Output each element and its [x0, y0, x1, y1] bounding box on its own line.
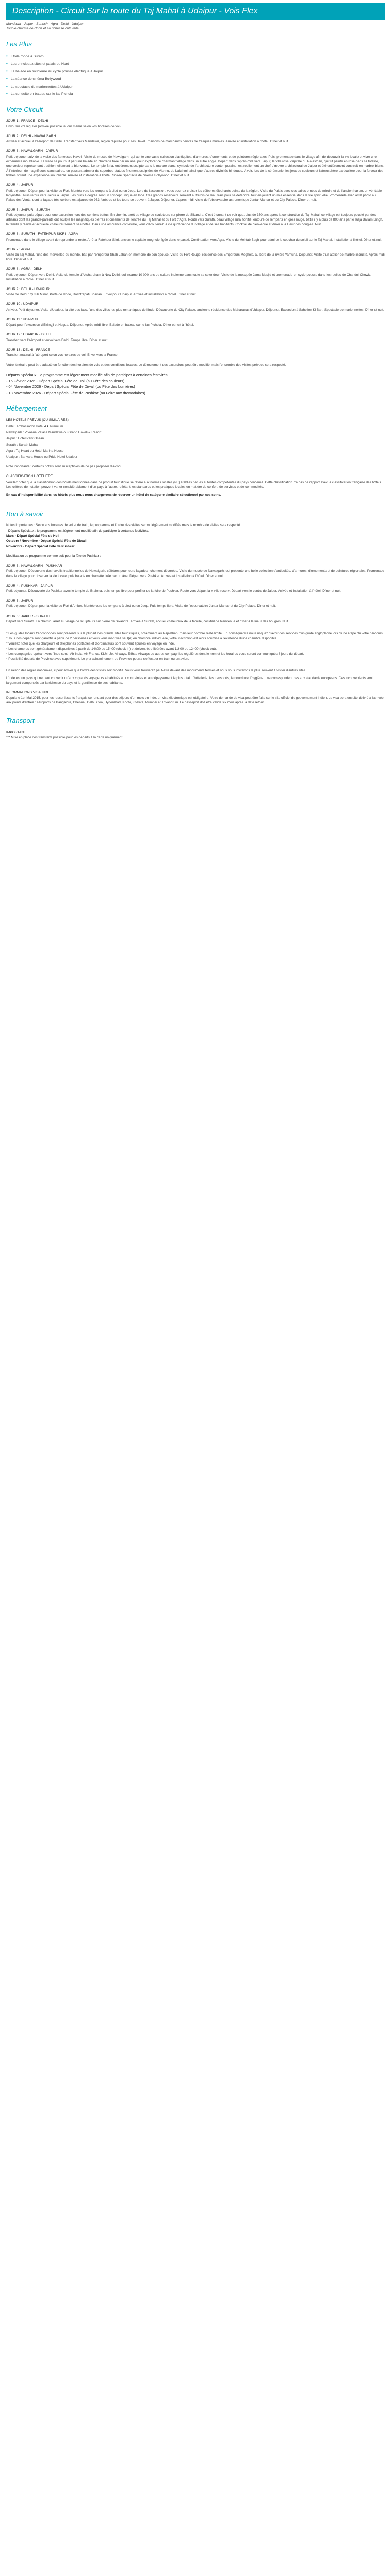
visa-text: Depuis le 1er Mai 2015, pour les ressortissants français se rendant pour des séjours d'un mois en Inde, un visa électronique est obligatoire. Votre demande de visa peut être faite sur le site officiel du gouvernement indien. Le visa sera ensuite délivré à l'arrivée aux points d'entrée : aéroports de Bangalore, Chennai, Delhi, Goa, Hyderabad, Kochi, Kolkata, Mumbai et Trivandrum. Le passeport doit être valide six mois après la date retour. — [6, 696, 384, 705]
transport-text: *** Mise en place des transferts possible pour les départs à la carte uniquement. — [6, 736, 123, 740]
day-block — [6, 134, 385, 144]
circuit-days — [6, 118, 385, 358]
good-day-title: JOUR 4 : PUSHKAR - JAIPUR — [6, 584, 53, 588]
plus-item: • Etoile ronde à Surath — [6, 53, 385, 59]
day-title: JOUR 12 : UDAIPUR - DELHI — [6, 333, 52, 337]
plus-item: • La séance de cinéma Bollywood — [6, 76, 385, 82]
good-general-text: En raison des règles nationales, il peut arriver que l'ordre des visites soit modifié. Vous vous trouverez peut-être devant des monuments fermés et nous vous inviterons le plus souvent à visiter d'autres sites. — [6, 668, 306, 672]
circuit-heading: Votre Circuit — [6, 106, 43, 114]
day-block — [6, 287, 385, 297]
good-day-text: Petit déjeuner. Découverte de Pushkar avec le temple de Brahma, puis temps libre pour profiter de la foire de Pushkar. Route vers Jaipur, la « ville rose ». Départ vers le centre de Jaipur. Arrivée et installation à l'hôtel. Dîner et nuit. — [6, 589, 341, 593]
day-block — [6, 149, 385, 178]
day-text: Transfert matinal à l'aéroport selon vos horaires de vol. Envol vers la France. — [6, 353, 119, 358]
good-general-text: L'Inde est un pays qui ne peut convenir qu'aux « grands voyageurs » habitués aux contraintes et au dépaysement le plus total. L'hôtellerie, les transports, la nourriture, l'hygiène... ne correspondent pas aux standards européens. Ces inconvénients sont largement compensés par la richesse du pays et la gentillesse de ses habitants. — [6, 676, 373, 685]
day-text: Visite de Delhi : Qutub Minar, Porte de l'Inde, Rashtrapati Bhavan. Envol pour Udaipur. Arrivée et installation à l'hôtel. Dîner et nuit. — [6, 293, 197, 297]
day-text: Petit-déjeuner. Départ pour la visite du Fort. Montée vers les remparts à pied ou en Jeep. Lors de l'ascension, vous pourrez croiser les célèbres éléphants peints de la région. Visite du Palais avec ses salles ornées de miroirs et de l'ancien harem, un véritable labyrinthe ! Puis retour vers Jaipur à Jaipur. Les puits à degrés sont un concept unique en Inde. Ces grands réservoirs seraient autrefois de leau frais pour se détendre, tout en jouant un rôle essentiel dans la vie spirituelle. Promenade avec arrêt photo au Palais des Vents, dont la façade très célèbre est ajourée de 953 fenêtres et les tours se trouvent à Jaipur. Déjeuner. L'après-midi, visite de l'observatoire astronomique Jantar Mantar et du City Palace. Dîner et nuit. — [6, 189, 382, 202]
plus-item: • La balade en tricîcleure au cycle pousse électrique à Jaipur — [6, 68, 385, 74]
good-intro-block — [6, 523, 385, 548]
page-title: Description - Circuit Sur la route du Taj Mahal à Udaipur - Vois Flex — [6, 3, 385, 20]
good-day-text: Petit-déjeuner. Départ pour la visite du Fort d'Amber. Montée vers les remparts à pied ou en Jeep. Puis temps libre. Visite de l'observatoire Jantar Mantar et du City Palace. Dîner et nuit. — [6, 604, 276, 608]
page — [0, 3, 391, 740]
day-title: JOUR 7 : AGRA — [6, 247, 31, 251]
day-block — [6, 247, 385, 262]
good-day — [6, 614, 385, 624]
day-title: JOUR 11 : UDAIPUR — [6, 317, 38, 321]
good-heading: Bon à savoir — [6, 510, 44, 518]
good-item: Mars - Départ Spécial Fête de Holi — [6, 534, 59, 538]
day-block — [6, 267, 385, 282]
good-day — [6, 599, 385, 608]
departures — [6, 372, 385, 396]
day-block — [6, 302, 385, 312]
hotel-item: Surath : Surath Mahal — [6, 443, 39, 447]
hotel-item: Udaipur : Bariyara House ou Pride Hotel Udaipur — [6, 455, 78, 460]
hotel-item: Agra : Taj Heart ou Hotel Marina House — [6, 449, 64, 453]
day-block — [6, 332, 385, 342]
departures-lead: Départs Spéciaux : le programme est légèrement modifié afin de participer à certaines festivités. — [6, 372, 169, 378]
day-text: Promenade dans le village avant de reprendre la route. Arrêt à Fatehpur Sikri, ancienne capitale moghole figée dans le passé. Continuation vers Agra. Visite du Mehtab Bagh pour admirer le coucher du soleil sur le Taj Mahal. Installation à l'hôtel. Dîner et nuit. — [6, 238, 383, 242]
good-note: * Les chambres sont généralement disponibles à partir de 14h00 ou 15h00 (check-in) et doivent être libérées avant 11h00 ou 12h00 (check-out). — [6, 647, 217, 651]
good-note: * Possibilité départs de Province avec supplément. Le prix acheminement de Province pourra s'effectuer en train ou en avion. — [6, 657, 189, 662]
good-day-title: JOUR 5 : JAIPUR — [6, 599, 34, 603]
day-title: JOUR 8 : AGRA - DELHI — [6, 267, 44, 272]
modif-title: Modification du programme comme suit pour la fête de Pushkar : — [6, 554, 101, 558]
circuit-notice — [6, 363, 385, 367]
day-text: Visite du Taj Mahal, l'une des merveilles du monde, bâti par l'empereur Shah Jahan en mémoire de son épouse. Visite du Fort Rouge, résidence des Empereurs Moghols, au bord de la rivière Yamuna. Déjeuner. Visite d'un atelier de marbre incrusté. Après-midi libre. Dîner et nuit. — [6, 253, 385, 262]
day-block — [6, 317, 385, 327]
departure-item: - 04 Novembre 2026 - Départ Spécial Fête de Diwali (ou Fête des Lumières) — [6, 384, 135, 389]
transport-heading: Transport — [6, 717, 35, 725]
hotels-subtitle: LES HÔTELS PRÉVUS (OU SIMILAIRES) — [6, 418, 69, 422]
plus-item: • Les principaux sites et palais du Nord — [6, 61, 385, 67]
visa-title: INFORMATIONS VISA INDE — [6, 690, 50, 694]
day-block — [6, 183, 385, 202]
good-day-title: JOUR 6 : JAIPUR - SURATH — [6, 614, 50, 618]
good-day-text: Petit-déjeuner. Découverte des havelis traditionnelles de Nawalgarh, célèbres pour leurs façades richement décorées. Visite du musée de Nawalgarh, qui présente une belle collection d'antiquités, d'armures, d'ornements et de peintures régionales. Promenade dans le village pour observer la vie locale, puis balade en charrette tirée par un âne. Départ vers Pushkar. Arrivée et installation à l'hôtel. Dîner et nuit. — [6, 569, 384, 578]
day-title: JOUR 3 : NAWALGARH - JAIPUR — [6, 149, 58, 154]
day-text: Petit-déjeuner suivi de la visite des fameuses Haveli. Visite du musée de Nawalgarh, qui abrite une vaste collection d'antiquités, d'armures, d'ornements et de peintures régionales. Puis, promenade dans le village afin de découvrir la vie locale et vivre une expérience inoubliable. La visite se poursuit par une balade en charrette tirée par un âne, pour explorer ce charmant village dans un autre angle. Départ dans l'après-midi vers Jaipur, la ville rose, capitale du Rajasthan, qui fut peinte en rose dans sa totalité, une couleur représentant traditionnellement la bienvenue. Le temple Birla, entièrement sculpté dans le marbre blanc, symbole de l'architecture contemporaine, est réellement un chef-d'œuvre architectural de Jaipur et été entièrement construit en marbre blanc. À l'intérieur, de magnifiques sanctuaires, en passant admirer de superbes statues finement sculptées de Vishnu, de Lakshmi, ainsi que d'autres divinités hindoues. A voir, lors de la cérémonie, les jeux de couleurs et l'atmosphère particulière pour la ferveur des fidèles offrent une expérience inoubliable. Arrivée et installation à l'hôtel. Soirée Spectacle de cinéma Bollywood. Dîner et nuit. — [6, 155, 384, 178]
transport-section — [6, 730, 385, 740]
day-text: Arrivée. Petit-déjeuner. Visite d'Udaipur, la cité des lacs, l'une des villes les plus romantiques de l'Inde. Découverte du City Palace, ancienne résidence des Maharanas d'Udaipur. Déjeuner. Excursion à Sahelion Ki Bari. Spectacle de marionnettes. Dîner et nuit. — [6, 308, 384, 312]
plus-item: • La conduite en bateau sur le lac Pichola — [6, 91, 385, 97]
good-day — [6, 584, 385, 594]
day-text: Départ pour l'excursion d'Eklingji et Nagda. Déjeuner. Après-midi libre. Balade en bateau sur le lac Pichola. Dîner et nuit à l'hôtel. — [6, 323, 194, 327]
good-note: * Veuillez noter que les chargeurs et téléphones portables et d'ordinateurs sont souvent épuisés en voyage en Inde. — [6, 642, 175, 646]
day-block — [6, 208, 385, 227]
departure-item: - 15 Février 2026 - Départ Spécial Fête de Holi (au Fête des couleurs) — [6, 378, 125, 383]
classification-note: En cas d'indisponibilité dans les hôtels plus nous nous chargerons de réserver un hôtel de catégorie similaire sélectionné par nos soins. — [6, 493, 221, 497]
good-lead: - Départs Spéciaux : le programme est légèrement modifié afin de participer à certaines festivités. — [6, 529, 149, 533]
good-note: * Les guides locaux francophones sont présents sur la plupart des grands sites touristiques, notamment au Rajasthan, mais leur nombre reste limité. En conséquence nous risquez d'avoir des services d'un guide anglophone lors d'une étape du votre parcours. — [6, 631, 384, 635]
good-intro: Notes importantes : Selon vos horaires de vol et de train, le programme et l'ordre des visites seront légèrement modifiés mais le nombre de visites sera respecté. — [6, 523, 241, 528]
transport-label: IMPORTANT — [6, 730, 26, 734]
good-note: * Les compagnies opérant vers l'Inde sont : Air India, Air France, KLM, Jet Airways, Etihad Airways ou autres compagnies régulières dont le nom et les horaires vous seront communiqués 8 jours du départ. — [6, 652, 304, 656]
day-title: JOUR 5 : JAIPUR - SURATH — [6, 208, 50, 212]
modif-block — [6, 554, 385, 558]
day-block — [6, 232, 385, 242]
day-title: JOUR 9 : DELHI - UDAIPUR — [6, 287, 50, 292]
page-intro: Mandawa · Jaipur · Sunrish · Agra · Delhi · Udaipur Tout le charme de l'Inde et sa richesse culturelle — [6, 22, 84, 31]
good-section — [6, 523, 385, 705]
good-item: Novembre - Départ Spécial Fête de Pushkar — [6, 544, 75, 548]
good-day-text: Départ vers Surath. En chemin, arrêt au village de sculpteurs sur pierre de Sikandra. Arrivée à Surath, accueil chaleureux de la famille, cocktail de bienvenue et dîner à la lueur des bougies. Nuit. — [6, 619, 289, 623]
day-title: JOUR 1 : FRANCE - DELHI — [6, 119, 48, 123]
classification-title: CLASSIFICATION HÔTELIÈRE — [6, 474, 53, 478]
hotel-item: Jaipur : Hotel Park Ocean — [6, 437, 44, 441]
day-text: Envol sur vol régulier (arrivée possible le jour même selon vos horaires de vol). — [6, 124, 122, 128]
good-note: * Tous nos départs sont garantis à partir de 2 personnes et vous vous inscrivez seul(e) en chambre individuelle, votre inscription est alors soumise à l'existence d'une chambre disponible. — [6, 637, 278, 641]
hotel-item: Nawalgarh : Vivaana Palace Mandawa ou Grand Haveli & Resort — [6, 431, 102, 435]
plus-heading: Les Plus — [6, 40, 32, 48]
hotels-heading: Hébergement — [6, 404, 47, 413]
visa-info — [6, 690, 385, 705]
good-day — [6, 564, 385, 579]
good-day-title: JOUR 3 : NAWALGARH - PUSHKAR — [6, 564, 62, 568]
day-text: Transfert vers l'aéroport et envol vers Delhi. Temps libre. Dîner et nuit. — [6, 338, 108, 342]
good-item: Octobre / Novembre - Départ Spécial Fête de Diwali — [6, 539, 87, 543]
day-title: JOUR 13 : DELHI - FRANCE — [6, 348, 51, 352]
day-block — [6, 348, 385, 358]
day-text: Petit-déjeuner. Départ vers Delhi. Visite du temple d'Akshardham à New Delhi, qui incarne 10 000 ans de culture indienne dans toute sa splendeur. Visite de la mosquée Jama Masjid et promenade en cyclo-pousse dans les ruelles de Chandni Chowk. Installation à l'hôtel. Dîner et nuit. — [6, 273, 371, 281]
plus-item: • Le spectacle de marionnettes à Udaipur — [6, 83, 385, 90]
good-general — [6, 668, 385, 685]
good-notes — [6, 631, 385, 662]
hotels-section — [6, 418, 385, 497]
day-title: JOUR 10 : UDAIPUR — [6, 302, 39, 307]
day-title: JOUR 2 : DELHI - NAWALGARH — [6, 134, 56, 138]
day-title: JOUR 4 : JAIPUR — [6, 183, 34, 188]
plus-list — [6, 53, 385, 97]
classification-text: Veuillez noter que la classification des hôtels mentionnée dans ce produit touristique se réfère aux normes locales (NL) établies par les autorités compétentes du pays concerné. Cette classification n'a pas de rapport avec la classification française des hôtels. Les critères de notation peuvent varier considérablement d'un pays à l'autre, reflétant les standards et les pratiques locales en matière de confort, de services et de commodités. — [6, 480, 382, 489]
departure-item: - 18 Novembre 2026 - Départ Spécial Fête de Pushkar (ou Foire aux dromadaires) — [6, 390, 145, 395]
notice-text: Votre itinéraire peut être adapté en fonction des horaires de vols et des conditions locales. Le déroulement des excursions peut être modifié, mais l'ensemble des visites prévues sera respecté. — [6, 363, 286, 367]
day-title: JOUR 6 : SURATH - FATEHPUR SIKRI - AGRA — [6, 232, 78, 236]
hotel-item: Delhi : Ambassador Hotel 4★ Premium — [6, 425, 63, 428]
day-text: Petit déjeuner puis départ pour une excursion hors des sentiers battus. En chemin, arrêt au village de sculpteurs sur pierre de Sikandra. C'est étonnant de voir que, plus de 350 ans après la construction du Taj Mahal, ce village est toujours peuplé par des artisans dont les grands-parents ont sculpté les magnifiques pierres et ornements de l'entrée du Taj Mahal et du Fort d'Agra. Route vers Surath, beau village rural fortifié, entouré de remparts en grès rouge, bâtis il y a plus de 800 ans par le Raja Ballam Singh, la famille y réside et accueille chaleureusement ses hôtes. Dans une ambiance conviviale, vous découvrirez la vie quotidienne du village et de ses habitants. Cocktail de bienvenue et dîner à la lueur des bougies. Nuit. — [6, 213, 383, 227]
hotels-note: Note importante : certains hôtels sont susceptibles de ne pas proposer d'alcool. — [6, 464, 122, 468]
day-block — [6, 118, 385, 128]
day-text: Arrivée et accueil à l'aéroport de Delhi. Transfert vers Mandawa, région réputée pour ses Haveli, maisons de marchands peintes de fresques murales. Arrivée et installation à l'hôtel. Dîner et nuit. — [6, 140, 289, 144]
